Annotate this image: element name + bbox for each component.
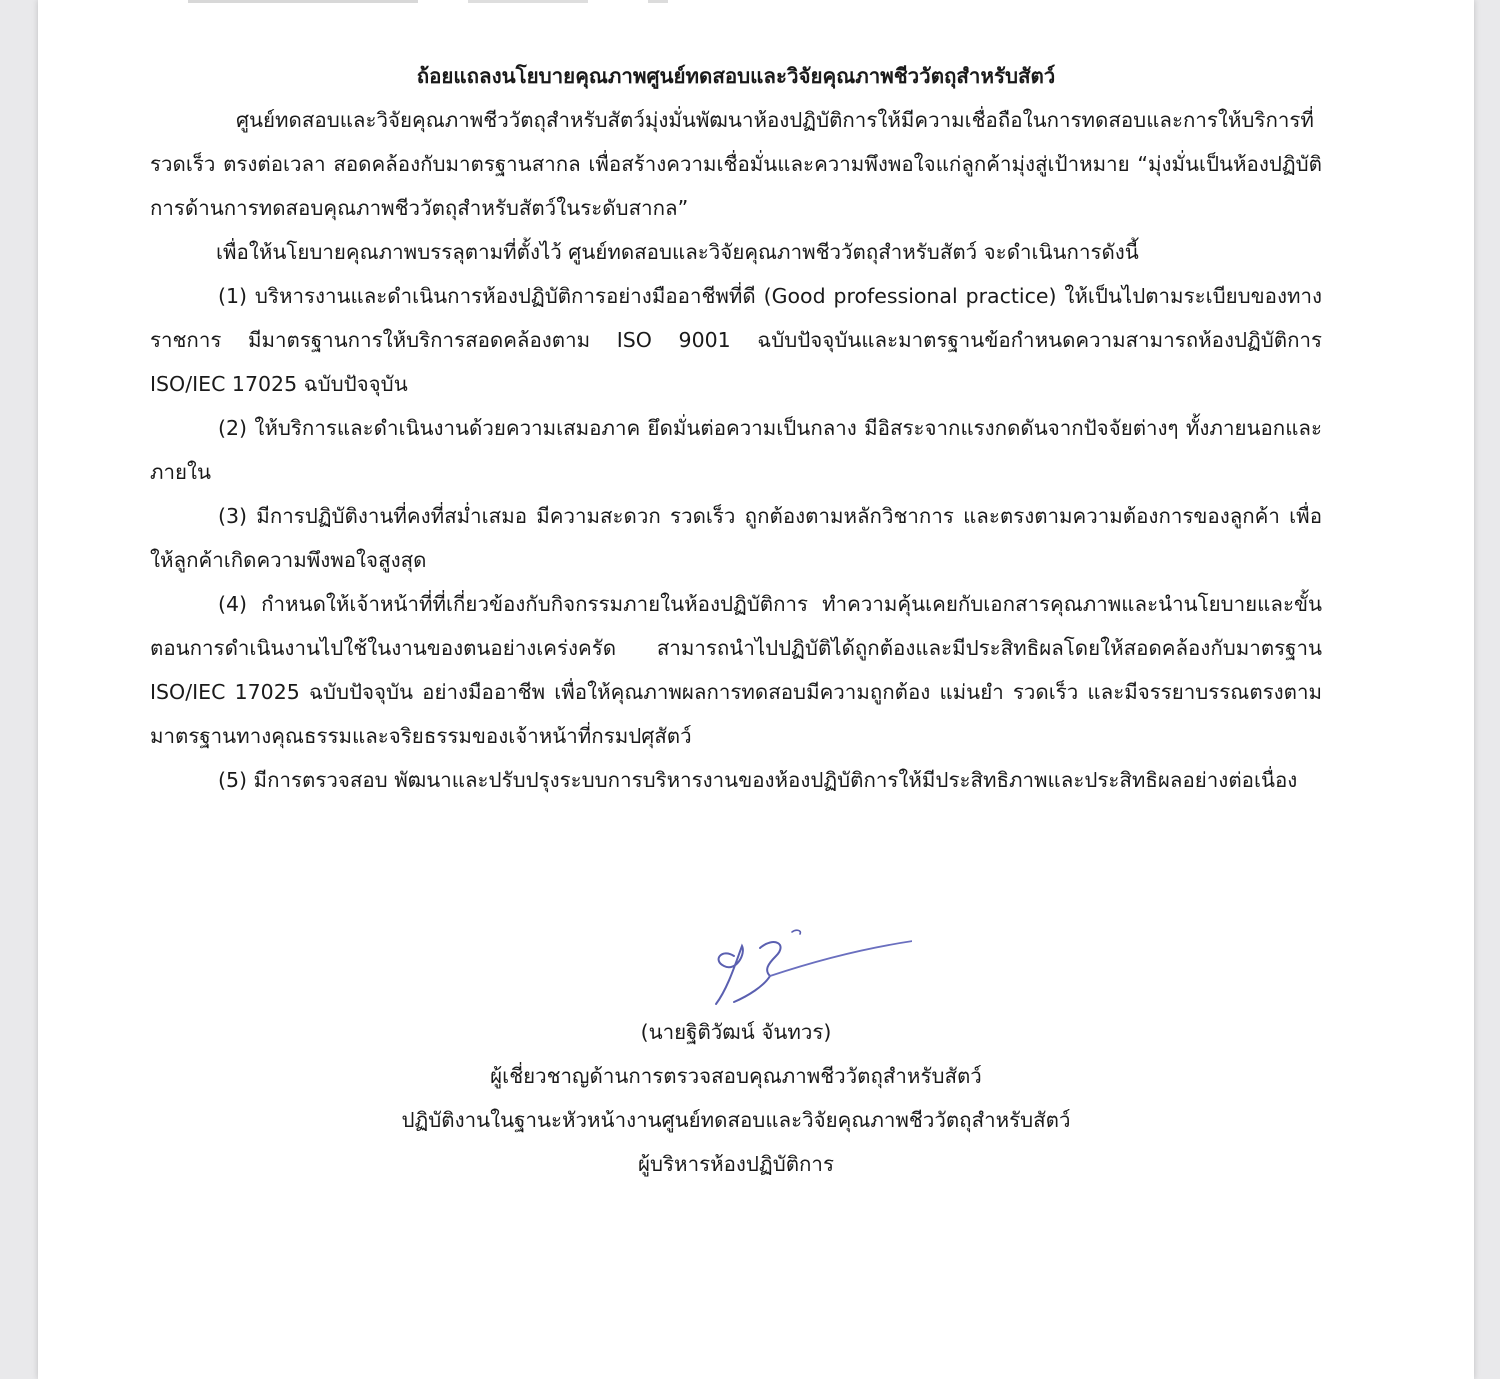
policy-item-4: (4) กำหนดให้เจ้าหน้าที่ที่เกี่ยวข้องกับกิจกรรมภายในห้องปฏิบัติการ ทำความคุ้นเคยกับเอกสารคุณภาพและนำนโยบายและขั้นตอนการดำเนินงานไปใช้ในงานของตนอย่างเคร่งครัด สามารถนำไปปฏิบัติได้ถูกต้องและมีประสิทธิผลโดยให้สอดคล้องกับมาตรฐาน ISO/IEC 17025 ฉบับปัจจุบัน อย่างมืออาชีพ เพื่อให้คุณภาพผลการทดสอบมีความถูกต้อง แม่นยำ รวดเร็ว และมีจรรยาบรรณตรงตามมาตรฐานทางคุณธรรมและจริยธรรมของเจ้าหน้าที่กรมปศุสัตว์: [150, 592, 1322, 748]
policy-statement-paragraph: ศูนย์ทดสอบและวิจัยคุณภาพชีววัตถุสำหรับสัตว์มุ่งมั่นพัฒนาห้องปฏิบัติการให้มีความเชื่อถือในการทดสอบและการให้บริการที่รวดเร็ว ตรงต่อเวลา สอดคล้องกับมาตรฐานสากล เพื่อสร้างความเชื่อมั่นและความพึงพอใจแก่ลูกค้ามุ่งสู่เป้าหมาย “มุ่งมั่นเป็นห้องปฏิบัติการด้านการทดสอบคุณภาพชีววัตถุสำหรับสัตว์ในระดับสากล”: [150, 108, 1322, 220]
signatory-position-2: ปฏิบัติงานในฐานะหัวหน้างานศูนย์ทดสอบและวิจัยคุณภาพชีววัตถุสำหรับสัตว์: [401, 1108, 1071, 1132]
document-title: ถ้อยแถลงนโยบายคุณภาพศูนย์ทดสอบและวิจัยคุณภาพชีววัตถุสำหรับสัตว์: [416, 64, 1056, 88]
previous-page-edge: [188, 0, 708, 6]
signatory-position-3: ผู้บริหารห้องปฏิบัติการ: [638, 1152, 834, 1176]
policy-item-1: (1) บริหารงานและดำเนินการห้องปฏิบัติการอย่างมืออาชีพที่ดี (Good professional practice) ให้เป็นไปตามระเบียบของทางราชการ มีมาตรฐานการให้บริการสอดคล้องตาม ISO 9001 ฉบับปัจจุบันและมาตรฐานข้อกำหนดความสามารถห้องปฏิบัติการ ISO/IEC 17025 ฉบับปัจจุบัน: [150, 284, 1322, 396]
signatory-name: (นายฐิติวัฒน์ จันทวร): [640, 1020, 832, 1044]
signatory-block: [150, 1010, 1322, 1186]
policy-item-2: (2) ให้บริการและดำเนินงานด้วยความเสมอภาค ยึดมั่นต่อความเป็นกลาง มีอิสระจากแรงกดดันจากปัจจัยต่างๆ ทั้งภายนอกและภายใน: [150, 416, 1322, 484]
handwritten-signature: [672, 918, 912, 1018]
policy-intro-paragraph: เพื่อให้นโยบายคุณภาพบรรลุตามที่ตั้งไว้ ศูนย์ทดสอบและวิจัยคุณภาพชีววัตถุสำหรับสัตว์ จะดำเนินการดังนี้: [216, 240, 1139, 264]
policy-item-3: (3) มีการปฏิบัติงานที่คงที่สม่ำเสมอ มีความสะดวก รวดเร็ว ถูกต้องตามหลักวิชาการ และตรงตามความต้องการของลูกค้า เพื่อให้ลูกค้าเกิดความพึงพอใจสูงสุด: [150, 504, 1322, 572]
document-body: [150, 54, 1322, 802]
policy-item-5: (5) มีการตรวจสอบ พัฒนาและปรับปรุงระบบการบริหารงานของห้องปฏิบัติการให้มีประสิทธิภาพและประสิทธิผลอย่างต่อเนื่อง: [218, 768, 1298, 792]
signatory-position-1: ผู้เชี่ยวชาญด้านการตรวจสอบคุณภาพชีววัตถุสำหรับสัตว์: [490, 1064, 982, 1088]
